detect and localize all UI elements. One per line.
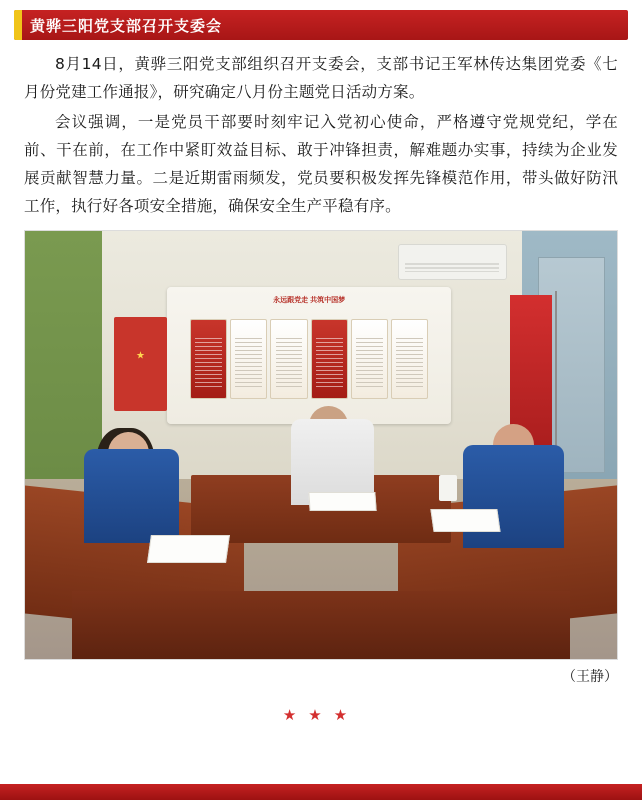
document-paper [430, 509, 500, 532]
right-margin-rail [628, 10, 642, 800]
meeting-photo [24, 230, 618, 660]
conference-table-front [72, 591, 569, 659]
cup-icon [439, 475, 457, 501]
page-title: 黄骅三阳党支部召开支委会 [30, 17, 223, 35]
star-icon: ★ [282, 707, 309, 724]
party-culture-board [167, 287, 451, 424]
left-margin-rail [0, 10, 14, 800]
board-title-text: 永远跟党走 共筑中国梦 [273, 296, 346, 304]
board-card [351, 319, 388, 398]
star-icon: ★ [333, 707, 360, 724]
person-left-worker [84, 449, 179, 543]
article-header-banner [14, 10, 628, 40]
party-emblem-icon [114, 317, 167, 411]
board-card [391, 319, 428, 398]
paragraph-1: 8月14日，黄骅三阳党支部组织召开支委会，支部书记王军林传达集团党委《七月份党建工作通报》，研究确定八月份主题党日活动方案。 [24, 55, 618, 101]
board-card [230, 319, 267, 398]
board-card [190, 319, 227, 398]
photo-wall-green-panel [25, 231, 102, 479]
board-panel-strip [190, 319, 429, 398]
document-paper [147, 535, 230, 563]
board-card [311, 319, 348, 398]
paragraph-2: 会议强调，一是党员干部要时刻牢记入党初心使命，严格遵守党规党纪，学在前、干在前，在工作中紧盯效益目标、敢于冲锋担责，解难题办实事，持续为企业发展贡献智慧力量。二是近期雷雨频发，党员要积极发挥先锋模范作用，带头做好防汛工作，执行好各项安全措施，确保安全生产平稳有序。 [24, 113, 618, 215]
article-page [0, 10, 642, 800]
footer-star-divider [0, 706, 642, 724]
star-icon: ★ [308, 707, 334, 724]
photo-caption: （王静） [562, 669, 618, 685]
air-conditioner-icon [398, 244, 507, 280]
article-body [0, 40, 642, 220]
document-paper [308, 492, 376, 511]
footer-band [0, 784, 642, 800]
board-card [270, 319, 307, 398]
